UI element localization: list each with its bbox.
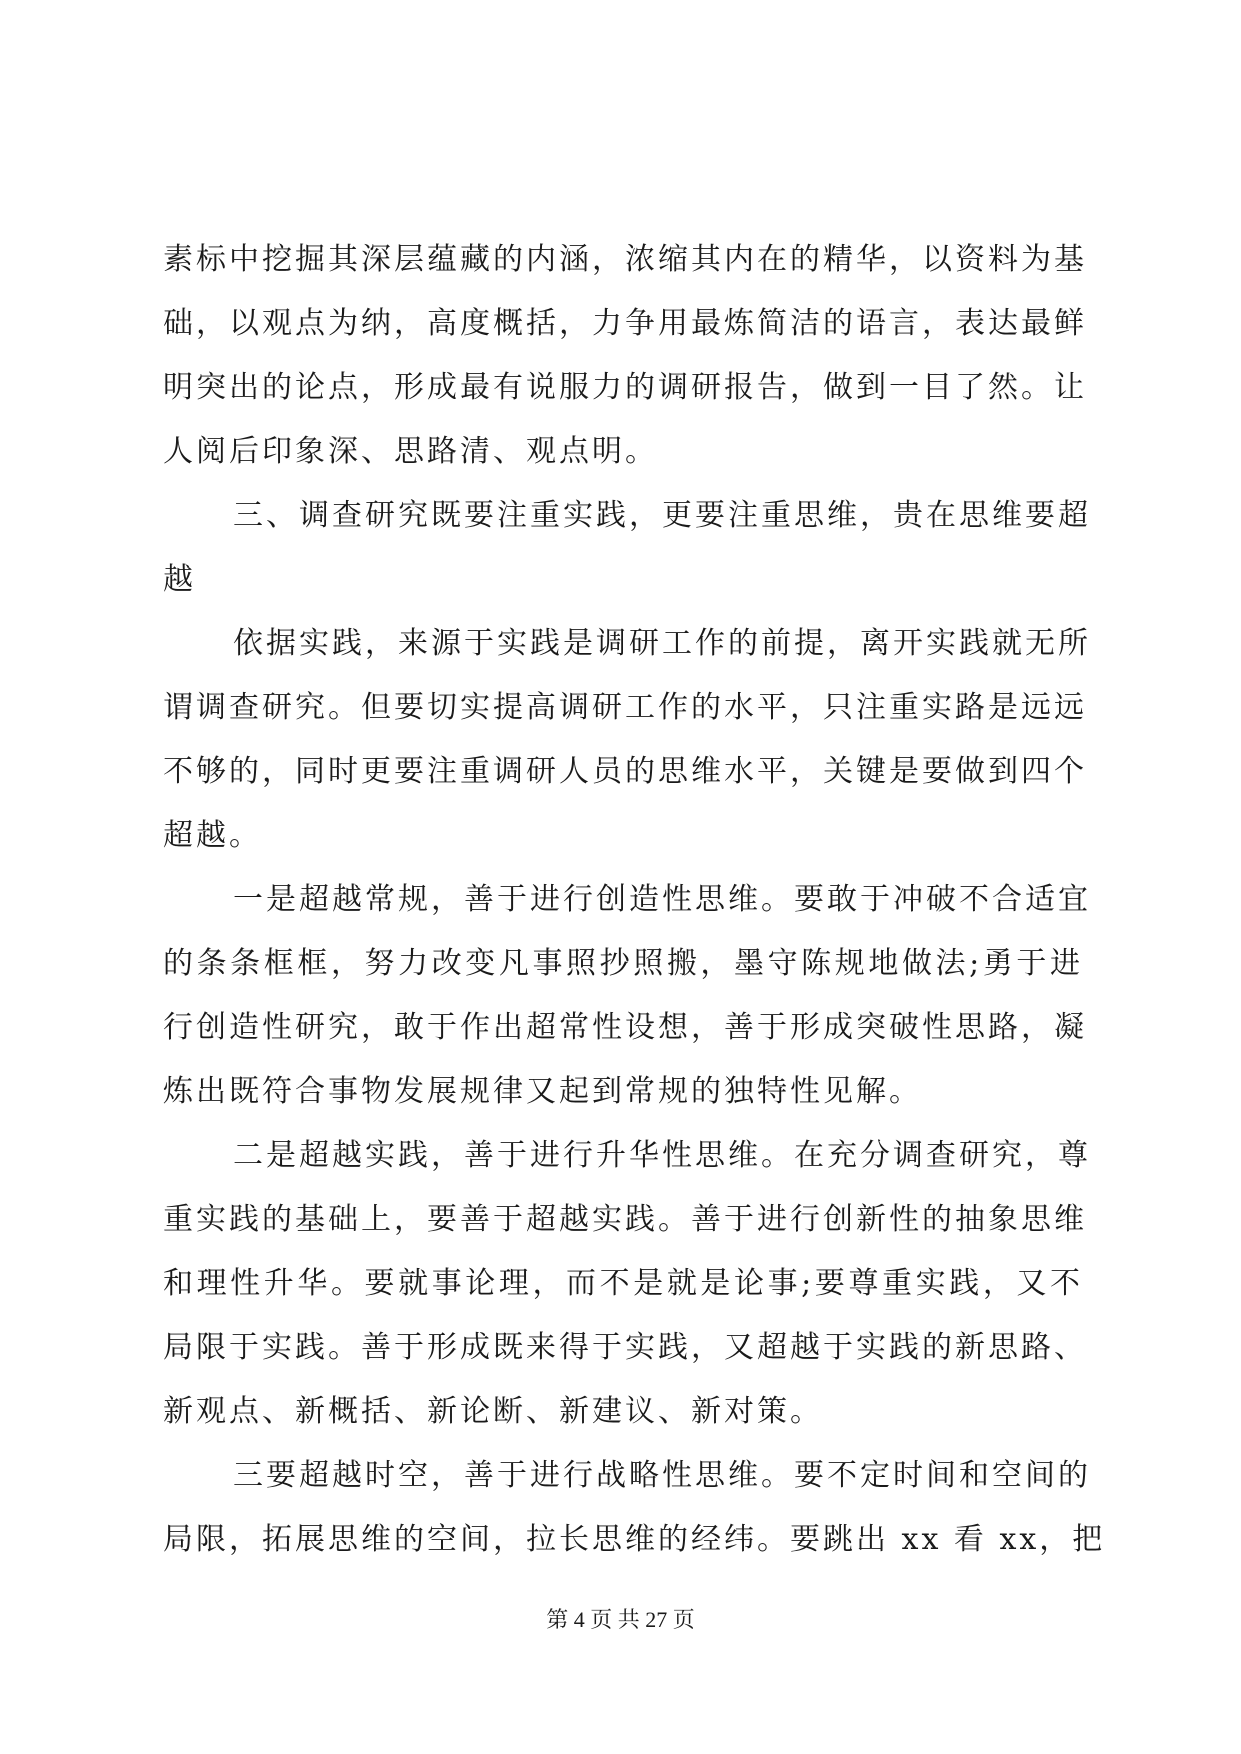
text-line: 越 [163, 562, 196, 597]
text-line: 三要超越时空，善于进行战略性思维。要不定时间和空间的 [233, 1458, 1091, 1493]
text-line: 素标中挖掘其深层蕴藏的内涵，浓缩其内在的精华，以资料为基 [163, 242, 1087, 277]
text-line: 局限，拓展思维的空间，拉长思维的经纬。要跳出 xx 看 xx，把 [163, 1522, 1106, 1557]
text-line: 一是超越常规，善于进行创造性思维。要敢于冲破不合适宜 [233, 882, 1091, 917]
text-line: 三、调查研究既要注重实践，更要注重思维，贵在思维要超 [233, 498, 1091, 533]
text-line: 炼出既符合事物发展规律又起到常规的独特性见解。 [163, 1074, 922, 1109]
body-text [163, 228, 1106, 1572]
page-footer: 第 4 页 共 27 页 [546, 1607, 695, 1632]
text-line: 重实践的基础上，要善于超越实践。善于进行创新性的抽象思维 [163, 1202, 1087, 1237]
text-line: 超越。 [163, 818, 262, 853]
text-line: 新观点、新概括、新论断、新建议、新对策。 [163, 1394, 823, 1429]
text-line: 和理性升华。要就事论理，而不是就是论事;要尊重实践，又不 [163, 1266, 1083, 1301]
text-line: 二是超越实践，善于进行升华性思维。在充分调查研究，尊 [233, 1138, 1091, 1173]
text-line: 局限于实践。善于形成既来得于实践，又超越于实践的新思路、 [163, 1330, 1087, 1365]
text-line: 依据实践，来源于实践是调研工作的前提，离开实践就无所 [233, 626, 1091, 661]
text-line: 不够的，同时更要注重调研人员的思维水平，关键是要做到四个 [163, 754, 1087, 789]
text-line: 础，以观点为纳，高度概括，力争用最炼简洁的语言，表达最鲜 [163, 306, 1087, 341]
text-line: 的条条框框，努力改变凡事照抄照搬，墨守陈规地做法;勇于进 [163, 946, 1083, 981]
text-line: 谓调查研究。但要切实提高调研工作的水平，只注重实路是远远 [163, 690, 1087, 725]
text-line: 行创造性研究，敢于作出超常性设想，善于形成突破性思路，凝 [163, 1010, 1087, 1045]
text-line: 人阅后印象深、思路清、观点明。 [163, 434, 658, 469]
text-line: 明突出的论点，形成最有说服力的调研报告，做到一目了然。让 [163, 370, 1087, 405]
